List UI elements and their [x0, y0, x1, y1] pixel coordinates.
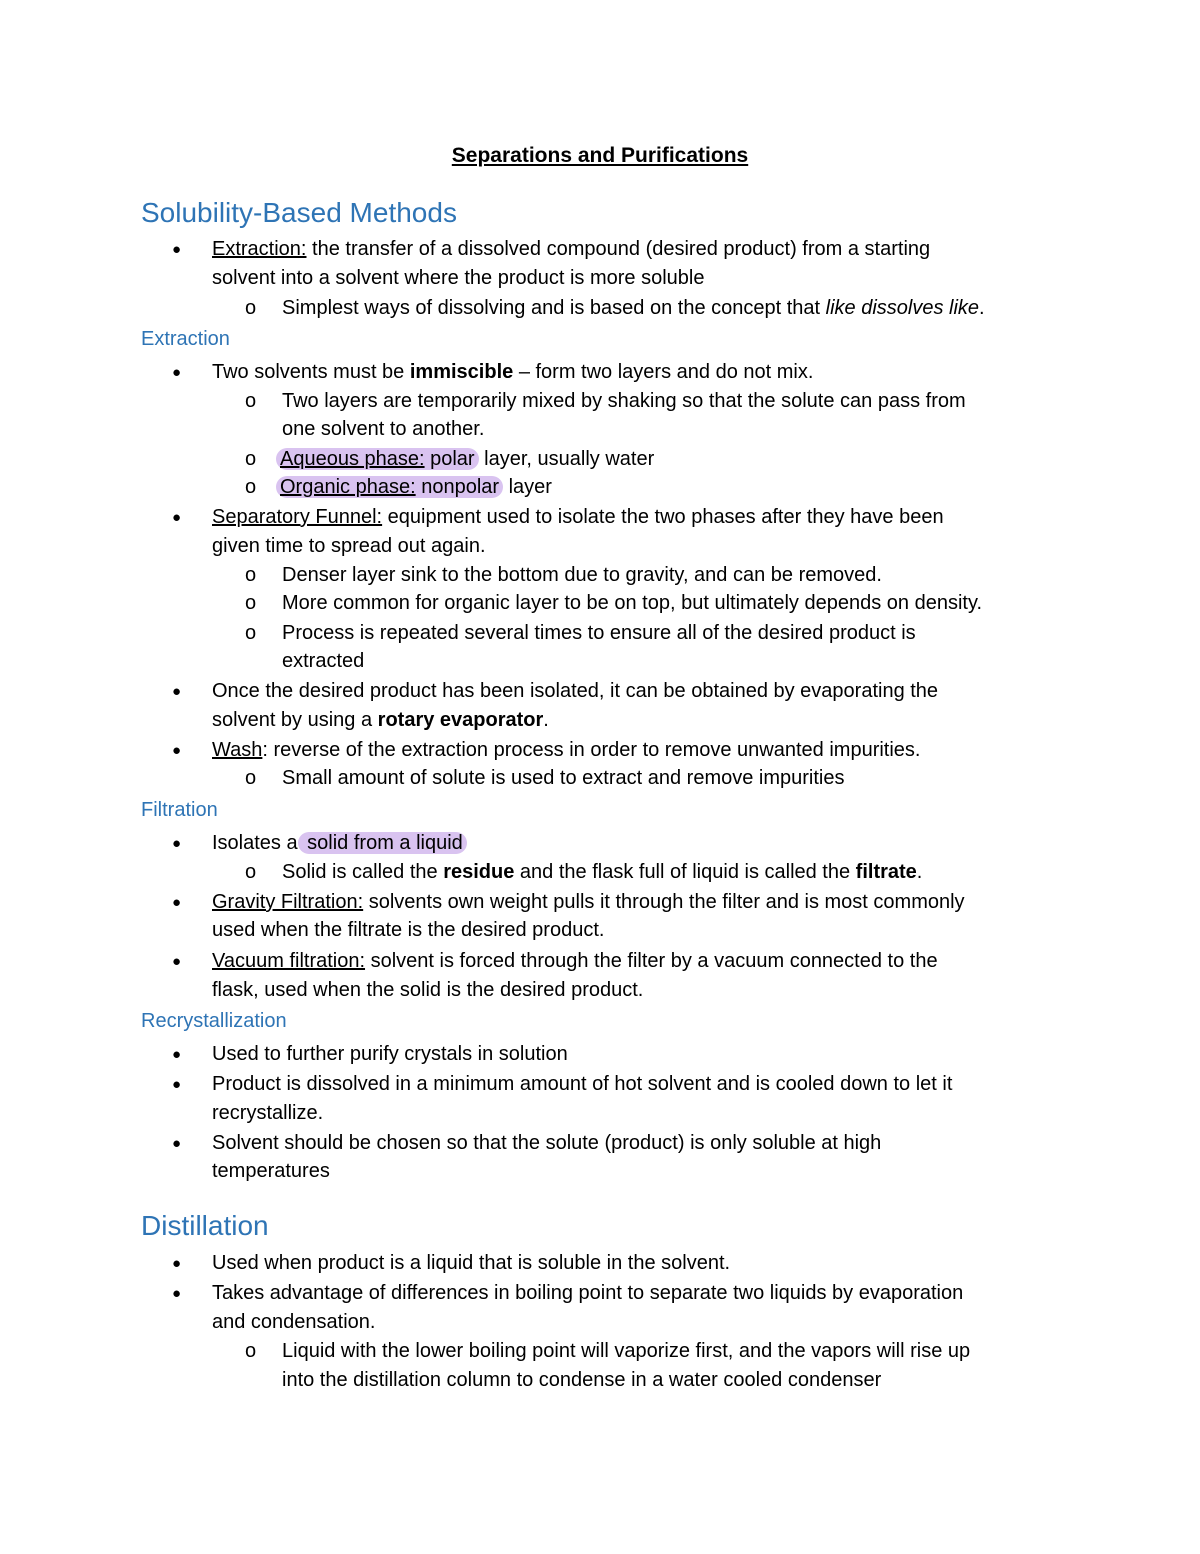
sub-list-item: Two layers are temporarily mixed by shaking so that the solute can pass from	[282, 390, 966, 412]
list-item-continuation: recrystallize.	[212, 1102, 324, 1124]
heading-distillation: Distillation	[141, 1210, 269, 1241]
heading-solubility-based-methods: Solubility-Based Methods	[141, 197, 457, 228]
bullet-icon: ●	[172, 1285, 182, 1302]
list-item: Takes advantage of differences in boiling point to separate two liquids by evaporation	[212, 1282, 964, 1304]
sub-list-item: Simplest ways of dissolving and is based on the concept that like dissolves like.	[282, 297, 985, 319]
page-title: Separations and Purifications	[451, 144, 749, 167]
sub-list-item: More common for organic layer to be on top, but ultimately depends on density.	[282, 592, 983, 614]
sub-list-item: Small amount of solute is used to extract and remove impurities	[282, 767, 845, 789]
bullet-icon: ●	[172, 835, 182, 852]
sub-list-item: Aqueous phase: polar layer, usually water	[276, 445, 654, 474]
list-item: Isolates a solid from a liquid	[212, 829, 467, 858]
sub-bullet-icon: o	[245, 1340, 257, 1362]
list-item-continuation: and condensation.	[212, 1311, 376, 1333]
sub-list-item-continuation: extracted	[282, 650, 365, 672]
bullet-icon: ●	[172, 953, 182, 970]
list-item-continuation: solvent by using a rotary evaporator.	[212, 709, 549, 731]
highlight: solid from a liquid	[298, 832, 467, 854]
bullet-icon: ●	[172, 1135, 182, 1152]
sub-list-item: Denser layer sink to the bottom due to gravity, and can be removed.	[282, 564, 882, 586]
sub-bullet-icon: o	[245, 390, 257, 412]
list-item: Vacuum filtration: solvent is forced through the filter by a vacuum connected to the	[212, 950, 938, 972]
list-item-continuation: given time to spread out again.	[212, 535, 486, 557]
highlight: Aqueous phase: polar	[276, 448, 479, 470]
sub-bullet-icon: o	[245, 767, 257, 789]
list-item-continuation: solvent into a solvent where the product is more soluble	[212, 267, 705, 289]
sub-list-item: Solid is called the residue and the flask full of liquid is called the filtrate.	[282, 861, 923, 883]
sub-bullet-icon: o	[245, 564, 257, 586]
list-item: Gravity Filtration: solvents own weight pulls it through the filter and is most commonly	[212, 891, 965, 913]
list-item-continuation: flask, used when the solid is the desired product.	[212, 979, 644, 1001]
bullet-icon: ●	[172, 364, 182, 381]
list-item: Two solvents must be immiscible – form two layers and do not mix.	[212, 361, 814, 383]
sub-bullet-icon: o	[245, 476, 257, 498]
sub-bullet-icon: o	[245, 448, 257, 470]
list-item: Solvent should be chosen so that the solute (product) is only soluble at high	[212, 1132, 882, 1154]
sub-list-item: Organic phase: nonpolar layer	[276, 473, 552, 502]
list-item: Wash: reverse of the extraction process in order to remove unwanted impurities.	[212, 739, 921, 761]
list-item: Used when product is a liquid that is soluble in the solvent.	[212, 1252, 731, 1274]
bullet-icon: ●	[172, 1255, 182, 1272]
sub-bullet-icon: o	[245, 861, 257, 883]
bullet-icon: ●	[172, 683, 182, 700]
sub-list-item: Process is repeated several times to ensure all of the desired product is	[282, 622, 916, 644]
list-item: Used to further purify crystals in solution	[212, 1043, 568, 1065]
bullet-icon: ●	[172, 1076, 182, 1093]
list-item-continuation: used when the filtrate is the desired product.	[212, 919, 605, 941]
heading-recrystallization: Recrystallization	[141, 1010, 287, 1032]
bullet-icon: ●	[172, 894, 182, 911]
sub-bullet-icon: o	[245, 592, 257, 614]
sub-bullet-icon: o	[245, 297, 257, 319]
heading-filtration: Filtration	[141, 799, 218, 821]
highlight: Organic phase: nonpolar	[276, 476, 503, 498]
list-item: Product is dissolved in a minimum amount of hot solvent and is cooled down to let it	[212, 1073, 953, 1095]
list-item: Extraction: the transfer of a dissolved compound (desired product) from a starting	[212, 238, 931, 260]
heading-extraction: Extraction	[141, 328, 230, 350]
list-item: Separatory Funnel: equipment used to isolate the two phases after they have been	[212, 506, 944, 528]
bullet-icon: ●	[172, 1046, 182, 1063]
bullet-icon: ●	[172, 241, 182, 258]
list-item-continuation: temperatures	[212, 1160, 330, 1182]
sub-list-item-continuation: one solvent to another.	[282, 418, 485, 440]
bullet-icon: ●	[172, 742, 182, 759]
bullet-icon: ●	[172, 509, 182, 526]
sub-bullet-icon: o	[245, 622, 257, 644]
sub-list-item: Liquid with the lower boiling point will vaporize first, and the vapors will rise up	[282, 1340, 971, 1362]
list-item: Once the desired product has been isolated, it can be obtained by evaporating the	[212, 680, 939, 702]
sub-list-item-continuation: into the distillation column to condense in a water cooled condenser	[282, 1369, 882, 1391]
